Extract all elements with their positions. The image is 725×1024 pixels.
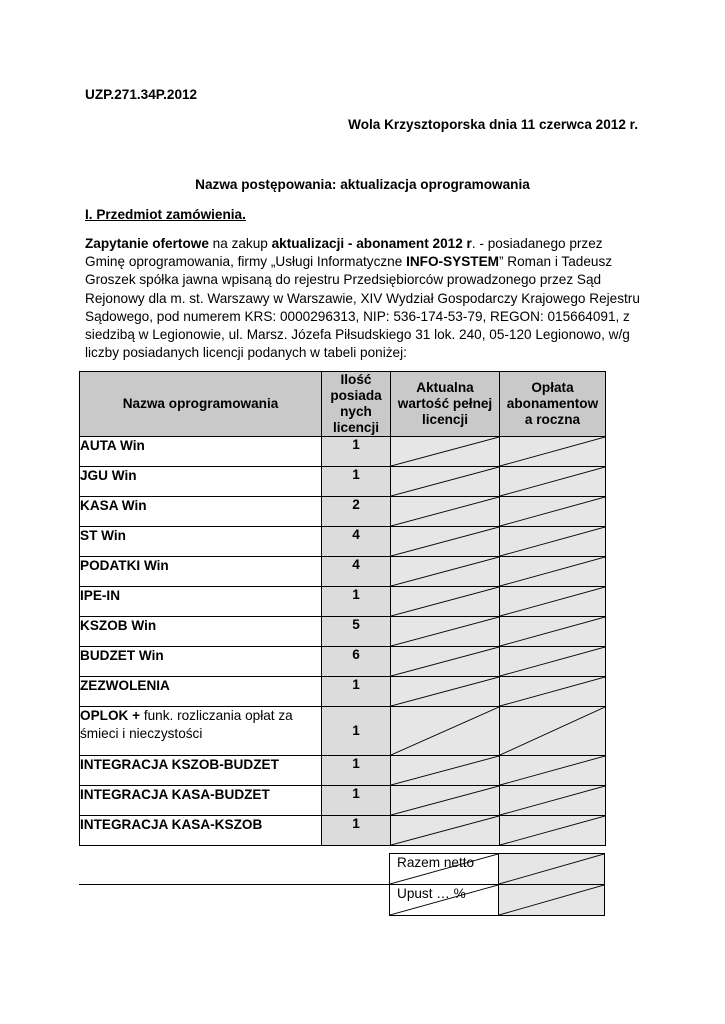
- slash-line: [391, 786, 499, 815]
- value-cell-crossed: [391, 527, 500, 557]
- software-name: INTEGRACJA KASA-KSZOB: [80, 816, 322, 846]
- place-and-date: Wola Krzysztoporska dnia 11 czerwca 2012 r.: [348, 117, 638, 132]
- value-cell-crossed: [391, 497, 500, 527]
- slash-line: [500, 587, 605, 616]
- table-row: [80, 587, 606, 617]
- intro-text-3: ” Roman i Tadeusz Groszek spółka jawna wpisaną do rejestru Przedsiębiorców prowadzonego przez Sąd Rejonowy dla m. st. Warszawy w Warszawie, XIV Wydział Gospodarczy Krajowego Rejestru Sądowego, pod numerem KRS: 0000296313, NIP: 536-174-53-79, REGON: 015664091, z siedzibą w Legionowie, ul. Marsz. Józefa Piłsudskiego 31 lok. 240, 05-120 Legionowo, w/g liczby posiadanych licencji podanych w tabeli poniżej:: [85, 254, 640, 361]
- intro-paragraph: [85, 235, 645, 362]
- value-cell-crossed: [391, 587, 500, 617]
- slash-line: [391, 437, 499, 466]
- license-count: [322, 677, 391, 707]
- table-row: [80, 816, 606, 846]
- software-name: KSZOB Win: [80, 617, 322, 647]
- value-cell-crossed: [391, 786, 500, 816]
- license-count: [322, 557, 391, 587]
- license-count: [322, 786, 391, 816]
- value-cell-crossed: [391, 617, 500, 647]
- license-count-value: 1: [352, 756, 360, 771]
- header-count-line: Ilość: [340, 372, 372, 387]
- license-count-value: 1: [352, 467, 360, 482]
- header-annual-fee: [500, 372, 606, 437]
- software-name: IPE-IN: [80, 587, 322, 617]
- license-count-value: 1: [352, 587, 360, 602]
- slash-line: [500, 557, 605, 586]
- license-count-value: 1: [352, 677, 360, 692]
- header-fee-line: abonamentow: [506, 396, 599, 411]
- slash-line: [499, 854, 604, 884]
- slash-line: [391, 557, 499, 586]
- slash-line: [390, 885, 498, 915]
- header-count-line: licencji: [332, 420, 380, 435]
- table-row: [80, 677, 606, 707]
- slash-line: [500, 437, 605, 466]
- software-name: BUDZET Win: [80, 647, 322, 677]
- license-count-value: 1: [352, 816, 360, 831]
- header-value-line: Aktualna: [416, 380, 474, 395]
- fee-cell-crossed: [500, 527, 606, 557]
- value-cell-crossed: [391, 756, 500, 786]
- header-software-name: Nazwa oprogramowania: [80, 372, 322, 437]
- software-name: AUTA Win: [80, 437, 322, 467]
- software-name: JGU Win: [80, 467, 322, 497]
- software-name: [80, 707, 322, 756]
- software-name: ST Win: [80, 527, 322, 557]
- license-count: [322, 816, 391, 846]
- table-row: [80, 786, 606, 816]
- header-value-line: licencji: [421, 412, 469, 427]
- slash-line: [500, 527, 605, 556]
- value-cell-crossed: [391, 707, 500, 756]
- summary-baseline: [79, 884, 389, 885]
- table-row: [80, 647, 606, 677]
- header-value-line: wartość pełnej: [397, 396, 493, 411]
- fee-cell-crossed: [500, 786, 606, 816]
- license-count: [322, 647, 391, 677]
- fee-cell-crossed: [500, 756, 606, 786]
- slash-line: [391, 677, 499, 706]
- software-name: ZEZWOLENIA: [80, 677, 322, 707]
- software-name-bold: OPLOK +: [80, 708, 141, 723]
- license-count: [322, 587, 391, 617]
- slash-line: [500, 497, 605, 526]
- slash-line: [500, 756, 605, 785]
- slash-line: [500, 617, 605, 646]
- table-row: [80, 467, 606, 497]
- net-total-fee-crossed: [499, 854, 605, 885]
- license-count-value: 6: [352, 647, 360, 662]
- license-count-value: 4: [352, 527, 360, 542]
- license-count: [322, 437, 391, 467]
- table-row: [80, 437, 606, 467]
- intro-subject: aktualizacji - abonament 2012 r: [271, 236, 472, 251]
- slash-line: [391, 707, 499, 755]
- fee-cell-crossed: [500, 707, 606, 756]
- net-total-label: Razem netto: [390, 854, 499, 885]
- license-count-value: 4: [352, 557, 360, 572]
- slash-line: [391, 587, 499, 616]
- value-cell-crossed: [391, 437, 500, 467]
- section-heading: I. Przedmiot zamówienia.: [85, 207, 246, 222]
- fee-cell-crossed: [500, 497, 606, 527]
- slash-line: [500, 707, 605, 755]
- value-cell-crossed: [391, 816, 500, 846]
- value-cell-crossed: [391, 557, 500, 587]
- slash-line: [500, 786, 605, 815]
- slash-line: [391, 756, 499, 785]
- software-name-rest: funk. rozliczania opłat za śmieci i nieczystości: [80, 708, 293, 741]
- table-row: [80, 527, 606, 557]
- fee-cell-crossed: [500, 647, 606, 677]
- slash-line: [391, 497, 499, 526]
- value-cell-crossed: [391, 677, 500, 707]
- slash-line: [391, 816, 499, 845]
- table-row: [80, 756, 606, 786]
- license-count: [322, 527, 391, 557]
- slash-line: [500, 677, 605, 706]
- license-count: [322, 617, 391, 647]
- header-count-line: nych: [340, 404, 372, 419]
- summary-row-net: [390, 854, 605, 885]
- license-count: [322, 707, 391, 756]
- software-name: PODATKI Win: [80, 557, 322, 587]
- slash-line: [500, 467, 605, 496]
- license-count: [322, 756, 391, 786]
- header-fee-line: a roczna: [524, 412, 581, 427]
- slash-line: [391, 527, 499, 556]
- license-table: [79, 371, 606, 846]
- license-count: [322, 497, 391, 527]
- table-row: [80, 617, 606, 647]
- procedure-title: Nazwa postępowania: aktualizacja oprogramowania: [195, 177, 530, 192]
- table-row: [80, 557, 606, 587]
- slash-line: [500, 816, 605, 845]
- license-count-value: 5: [352, 617, 360, 632]
- fee-cell-crossed: [500, 677, 606, 707]
- value-cell-crossed: [391, 467, 500, 497]
- slash-line: [391, 647, 499, 676]
- table-row: [80, 707, 606, 756]
- value-cell-crossed: [391, 647, 500, 677]
- header-count-line: posiada: [330, 388, 382, 403]
- slash-line: [390, 854, 498, 884]
- fee-cell-crossed: [500, 816, 606, 846]
- slash-line: [500, 647, 605, 676]
- header-current-value: [391, 372, 500, 437]
- slash-line: [391, 467, 499, 496]
- intro-lead: Zapytanie ofertowe: [85, 236, 209, 251]
- license-count-value: 1: [352, 786, 360, 801]
- license-count-value: 1: [352, 723, 360, 738]
- table-header-row: [80, 372, 606, 437]
- fee-cell-crossed: [500, 437, 606, 467]
- header-fee-line: Opłata: [531, 380, 574, 395]
- intro-text-1: na zakup: [208, 236, 272, 251]
- fee-cell-crossed: [500, 587, 606, 617]
- license-count: [322, 467, 391, 497]
- software-name: KASA Win: [80, 497, 322, 527]
- license-count-value: 2: [352, 497, 360, 512]
- fee-cell-crossed: [500, 557, 606, 587]
- intro-company: INFO-SYSTEM: [406, 254, 499, 270]
- slash-line: [391, 617, 499, 646]
- license-count-value: 1: [352, 437, 360, 452]
- fee-cell-crossed: [500, 467, 606, 497]
- header-license-count: [322, 372, 391, 437]
- table-row: [80, 497, 606, 527]
- fee-cell-crossed: [500, 617, 606, 647]
- intro-text-2: . - posiadanego przez Gminę oprogramowania, firmy „Usługi Informatyczne: [85, 236, 603, 270]
- summary-row-discount: [390, 885, 605, 916]
- discount-label: Upust … %: [390, 885, 499, 916]
- discount-fee-crossed: [499, 885, 605, 916]
- software-name: INTEGRACJA KASA-BUDZET: [80, 786, 322, 816]
- software-name: INTEGRACJA KSZOB-BUDZET: [80, 756, 322, 786]
- summary-table: [389, 853, 605, 916]
- slash-line: [499, 885, 604, 915]
- document-reference: UZP.271.34P.2012: [85, 87, 198, 102]
